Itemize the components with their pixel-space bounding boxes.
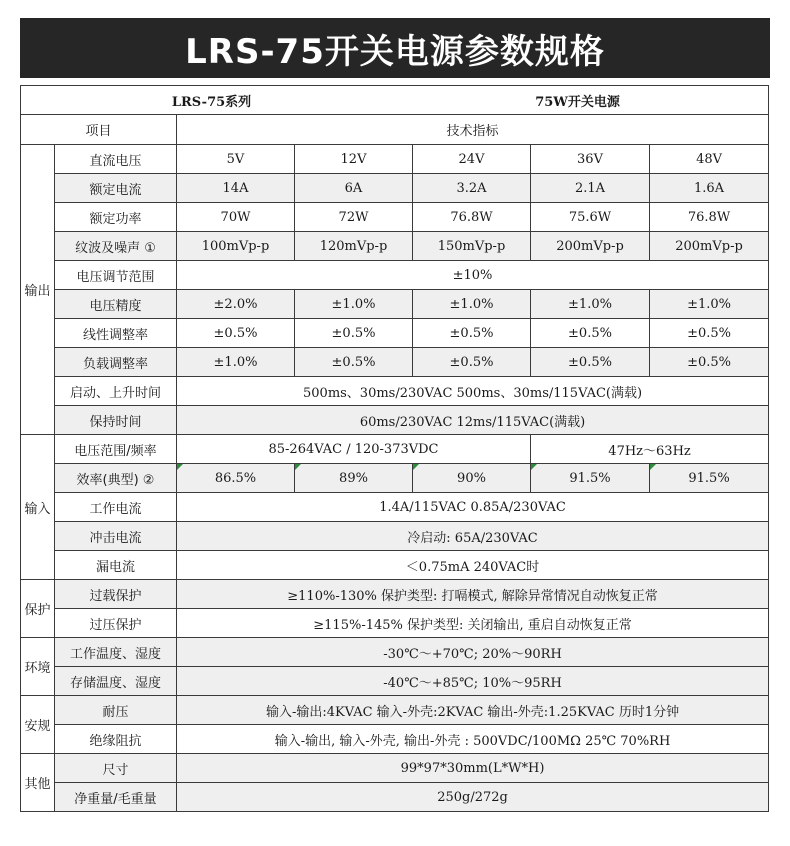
cell: 1.4A/115VAC 0.85A/230VAC	[177, 493, 769, 522]
cell: 5V	[177, 145, 295, 174]
row-label: 额定功率	[55, 203, 177, 232]
cell: -30℃～+70℃; 20%～90RH	[177, 638, 769, 667]
table-row	[21, 580, 769, 609]
table-row	[21, 232, 769, 261]
table-row	[21, 145, 769, 174]
cell: 200mVp-p	[531, 232, 650, 261]
cell: 36V	[531, 145, 650, 174]
series-row	[21, 86, 769, 115]
cell: ±0.5%	[177, 319, 295, 348]
cell: 12V	[295, 145, 413, 174]
cell: ±0.5%	[531, 348, 650, 377]
cell: 72W	[295, 203, 413, 232]
cell: 48V	[650, 145, 769, 174]
cell: 75.6W	[531, 203, 650, 232]
row-label: 额定电流	[55, 174, 177, 203]
series-type: 75W开关电源	[535, 94, 620, 110]
table-row	[21, 261, 769, 290]
row-label: 保持时间	[55, 406, 177, 435]
cell: 70W	[177, 203, 295, 232]
row-label: 存储温度、湿度	[55, 667, 177, 696]
table-row	[21, 493, 769, 522]
row-label: 过载保护	[55, 580, 177, 609]
row-label: 工作温度、湿度	[55, 638, 177, 667]
cell: ±2.0%	[177, 290, 295, 319]
cell: 14A	[177, 174, 295, 203]
table-row	[21, 203, 769, 232]
row-label: 净重量/毛重量	[55, 783, 177, 812]
cell: 76.8W	[650, 203, 769, 232]
table-row	[21, 551, 769, 580]
row-label: 电压范围/频率	[55, 435, 177, 464]
group-safety: 安规	[21, 696, 55, 754]
cell: ±1.0%	[413, 290, 531, 319]
cell: 200mVp-p	[650, 232, 769, 261]
table-row	[21, 377, 769, 406]
cell: ±0.5%	[295, 319, 413, 348]
cell: ≥115%-145% 保护类型: 关闭输出, 重启自动恢复正常	[177, 609, 769, 638]
cell: 86.5%	[177, 464, 295, 493]
cell: ≥110%-130% 保护类型: 打嗝模式, 解除异常情况自动恢复正常	[177, 580, 769, 609]
cell: 91.5%	[650, 464, 769, 493]
table-row	[21, 638, 769, 667]
table-row	[21, 609, 769, 638]
table-row	[21, 464, 769, 493]
cell: ±0.5%	[295, 348, 413, 377]
cell: ±0.5%	[650, 319, 769, 348]
header-row	[21, 115, 769, 145]
cell: ±1.0%	[531, 290, 650, 319]
row-label: 直流电压	[55, 145, 177, 174]
cell: 60ms/230VAC 12ms/115VAC(满载)	[177, 406, 769, 435]
cell: ±0.5%	[413, 319, 531, 348]
cell: 6A	[295, 174, 413, 203]
table-row	[21, 667, 769, 696]
cell: 输入-输出:4KVAC 输入-外壳:2KVAC 输出-外壳:1.25KVAC 历时1分钟	[177, 696, 769, 725]
table-row	[21, 406, 769, 435]
cell: ＜0.75mA 240VAC时	[177, 551, 769, 580]
table-row	[21, 522, 769, 551]
table-row	[21, 783, 769, 812]
row-label: 负载调整率	[55, 348, 177, 377]
table-row	[21, 319, 769, 348]
cell: 76.8W	[413, 203, 531, 232]
cell: 冷启动: 65A/230VAC	[177, 522, 769, 551]
row-label: 效率(典型) ②	[55, 464, 177, 493]
row-label: 启动、上升时间	[55, 377, 177, 406]
table-row	[21, 435, 769, 464]
cell: 3.2A	[413, 174, 531, 203]
cell: 1.6A	[650, 174, 769, 203]
cell: 99*97*30mm(L*W*H)	[177, 754, 769, 783]
table-row	[21, 290, 769, 319]
spec-table	[20, 85, 769, 812]
row-label: 尺寸	[55, 754, 177, 783]
cell: ±0.5%	[650, 348, 769, 377]
header-item: 项目	[21, 115, 177, 145]
row-label: 工作电流	[55, 493, 177, 522]
cell: ±1.0%	[650, 290, 769, 319]
row-label: 电压精度	[55, 290, 177, 319]
cell: 500ms、30ms/230VAC 500ms、30ms/115VAC(满载)	[177, 377, 769, 406]
cell: -40℃～+85℃; 10%～95RH	[177, 667, 769, 696]
table-row	[21, 754, 769, 783]
cell: 输入-输出, 输入-外壳, 输出-外壳 : 500VDC/100MΩ 25℃ 70%RH	[177, 725, 769, 754]
cell: 90%	[413, 464, 531, 493]
cell: ±0.5%	[413, 348, 531, 377]
cell: ±1.0%	[295, 290, 413, 319]
row-label: 电压调节范围	[55, 261, 177, 290]
cell: ±1.0%	[177, 348, 295, 377]
series-model: LRS-75系列	[171, 94, 252, 110]
row-label: 漏电流	[55, 551, 177, 580]
table-row	[21, 348, 769, 377]
row-label: 过压保护	[55, 609, 177, 638]
group-protection: 保护	[21, 580, 55, 638]
group-output: 输出	[21, 145, 55, 435]
table-row	[21, 696, 769, 725]
cell: 150mVp-p	[413, 232, 531, 261]
row-label: 线性调整率	[55, 319, 177, 348]
row-label: 绝缘阻抗	[55, 725, 177, 754]
table-row	[21, 174, 769, 203]
cell: 91.5%	[531, 464, 650, 493]
cell: 85-264VAC / 120-373VDC	[177, 435, 531, 464]
cell: 100mVp-p	[177, 232, 295, 261]
cell: 2.1A	[531, 174, 650, 203]
row-label: 冲击电流	[55, 522, 177, 551]
table-row	[21, 725, 769, 754]
group-other: 其他	[21, 754, 55, 812]
cell: 250g/272g	[177, 783, 769, 812]
group-environment: 环境	[21, 638, 55, 696]
cell: ±10%	[177, 261, 769, 290]
row-label: 纹波及噪声 ①	[55, 232, 177, 261]
cell: ±0.5%	[531, 319, 650, 348]
cell: 24V	[413, 145, 531, 174]
header-spec: 技术指标	[177, 115, 769, 145]
group-input: 输入	[21, 435, 55, 580]
row-label: 耐压	[55, 696, 177, 725]
page-title: LRS-75开关电源参数规格	[20, 18, 770, 78]
cell: 120mVp-p	[295, 232, 413, 261]
cell: 89%	[295, 464, 413, 493]
cell: 47Hz～63Hz	[531, 435, 769, 464]
